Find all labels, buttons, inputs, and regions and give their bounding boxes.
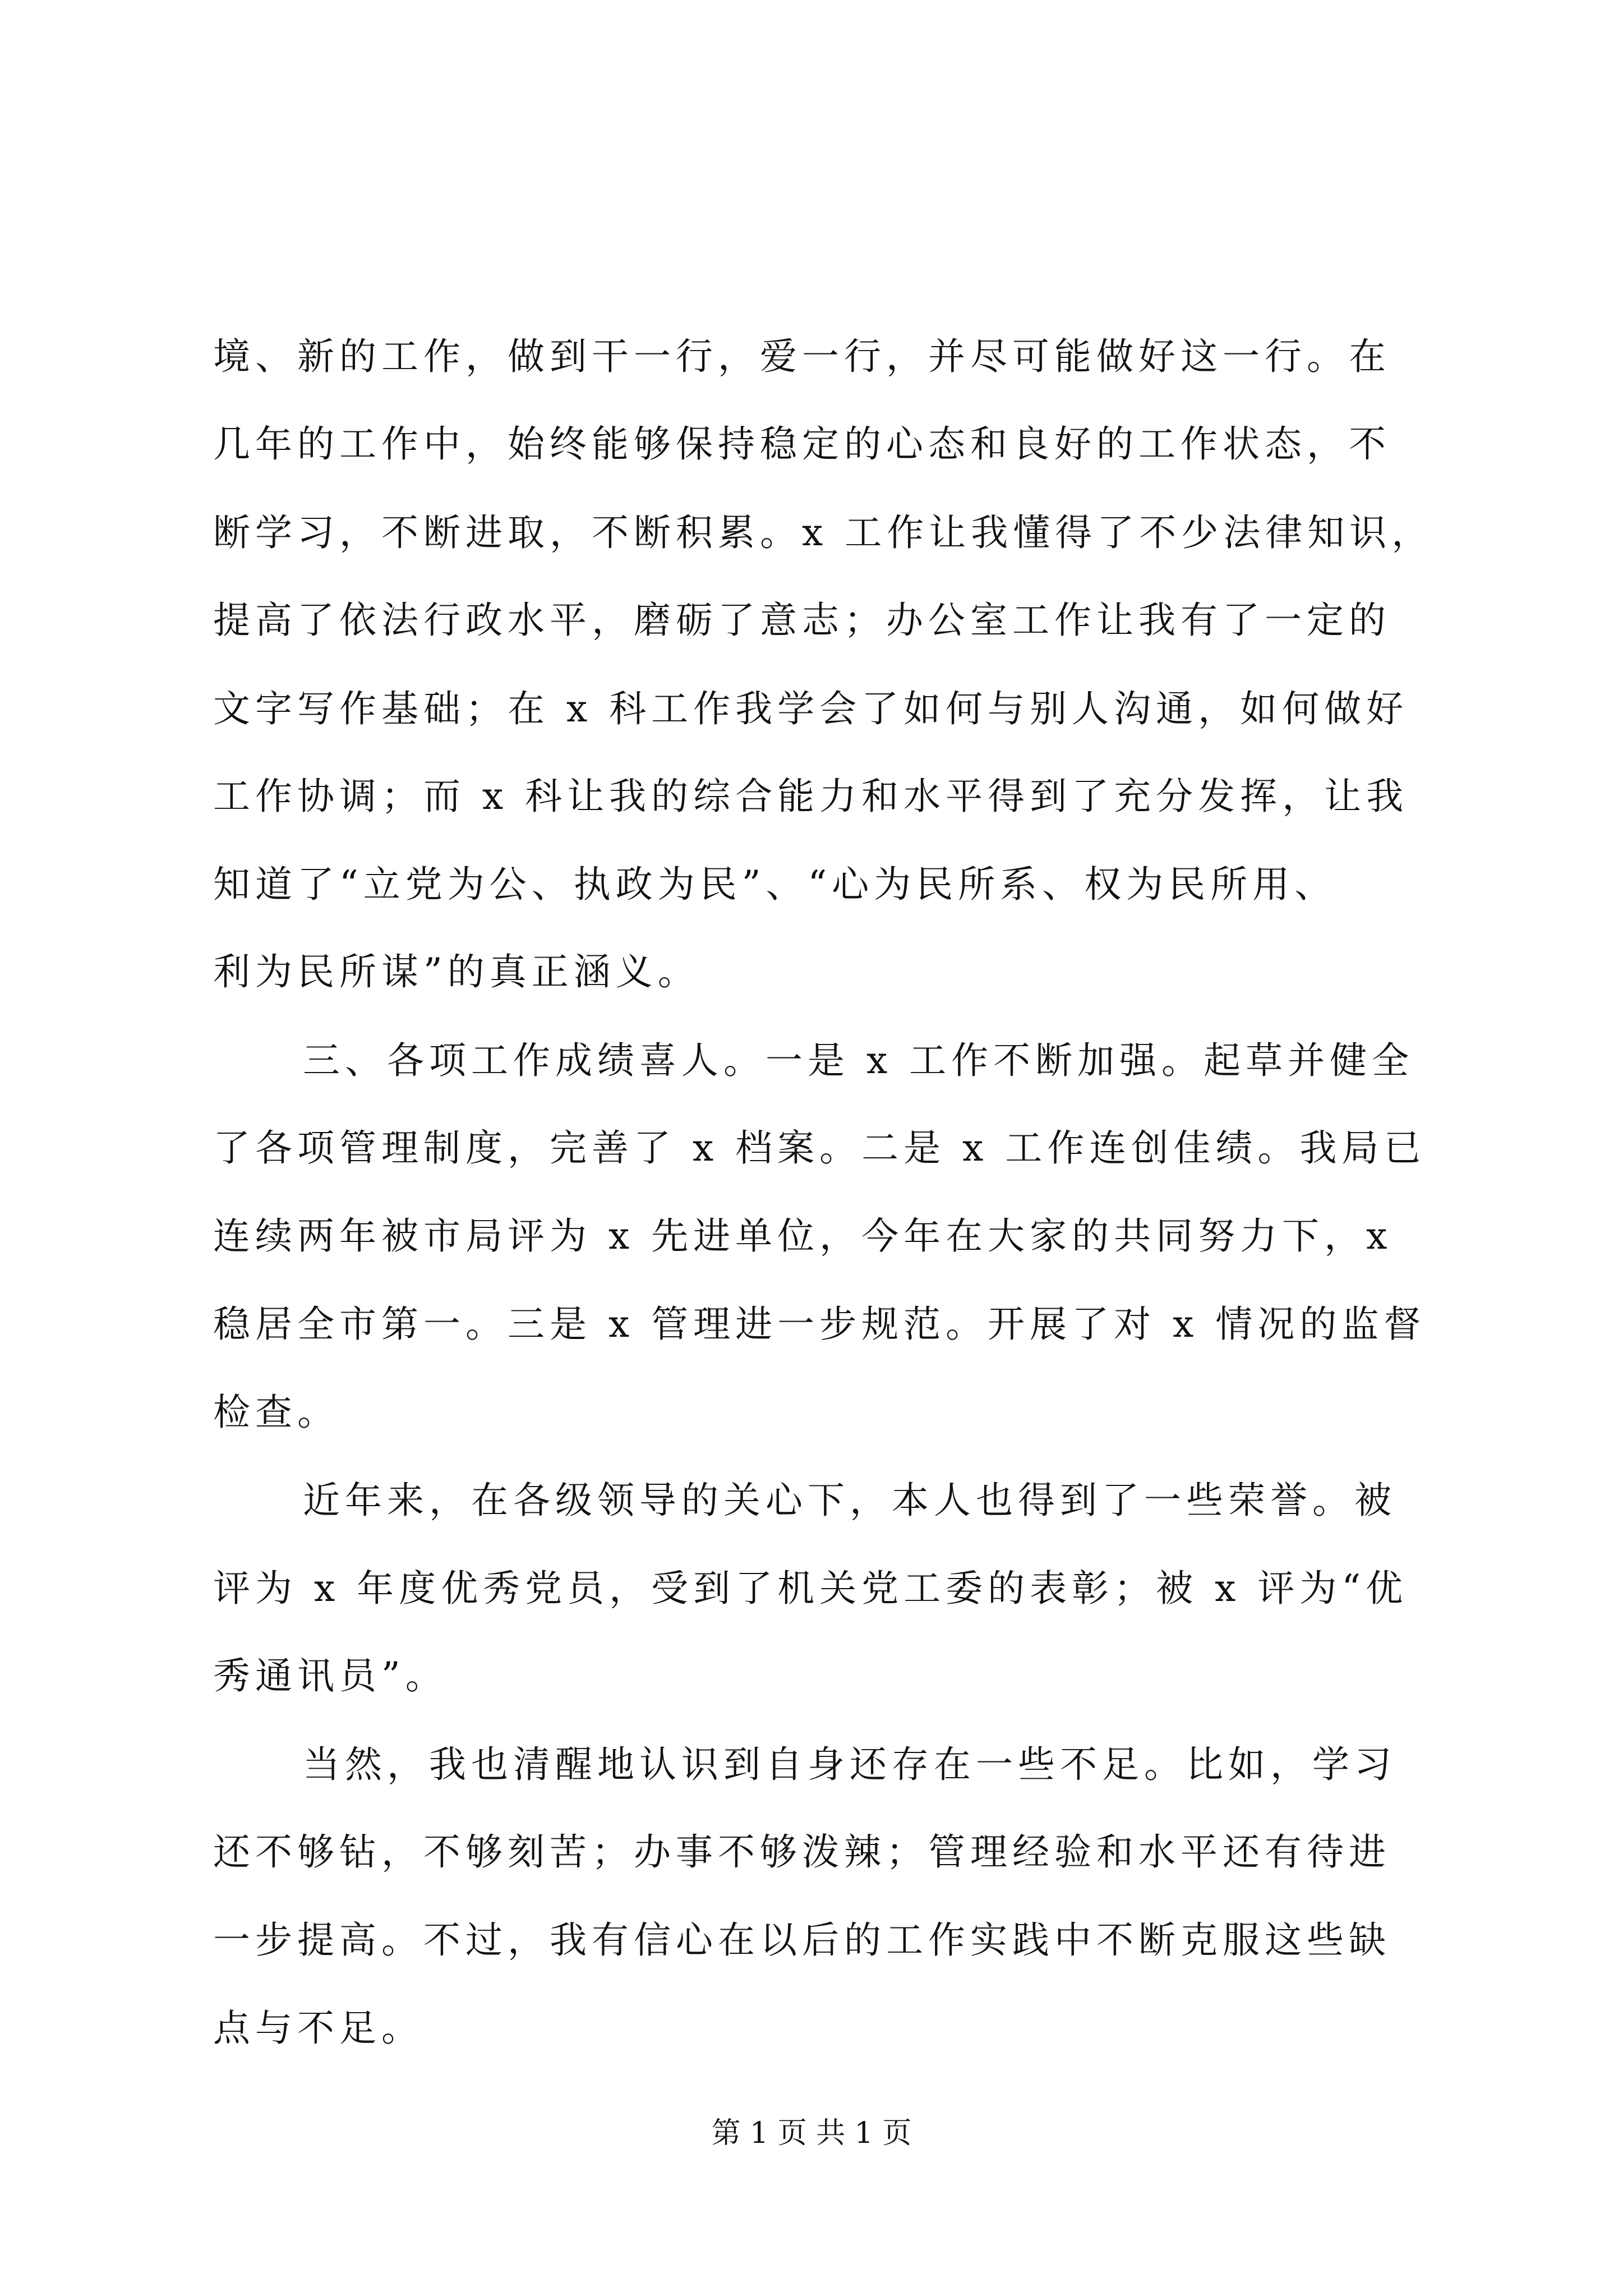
text-line: 文字写作基础；在 x 科工作我学会了如何与别人沟通，如何做好 [213,687,1409,730]
text-line: 点与不足。 [213,2007,423,2050]
paragraph-first-line: 近年来，在各级领导的关心下，本人也得到了一些荣誉。被 [303,1479,1396,1522]
text-line: 检查。 [213,1391,339,1434]
page-footer: 第 1 页 共 1 页 [711,2116,912,2150]
text-line: 连续两年被市局评为 x 先进单位，今年在大家的共同努力下，x [213,1214,1393,1258]
paragraph-first-line: 三、各项工作成绩喜人。一是 x 工作不断加强。起草并健全 [303,1039,1414,1082]
text-line: 利为民所谋”的真正涵义。 [213,950,700,993]
text-line: 评为 x 年度优秀党员，受到了机关党工委的表彰；被 x 评为“优 [213,1567,1408,1610]
text-line: 知道了“立党为公、执政为民”、“心为民所系、权为民所用、 [213,863,1337,906]
text-line: 了各项管理制度，完善了 x 档案。二是 x 工作连创佳绩。我局已 [213,1126,1426,1170]
text-line: 一步提高。不过，我有信心在以后的工作实践中不断克服这些缺 [213,1918,1391,1962]
text-line: 提高了依法行政水平，磨砺了意志；办公室工作让我有了一定的 [213,599,1391,642]
text-line: 几年的工作中，始终能够保持稳定的心态和良好的工作状态，不 [213,422,1391,466]
text-line: 秀通讯员”。 [213,1654,448,1697]
text-line: 稳居全市第一。三是 x 管理进一步规范。开展了对 x 情况的监督 [213,1303,1426,1346]
text-line: 工作协调；而 x 科让我的综合能力和水平得到了充分发挥，让我 [213,775,1409,818]
text-line: 还不够钻，不够刻苦；办事不够泼辣；管理经验和水平还有待进 [213,1830,1391,1874]
paragraph-first-line: 当然，我也清醒地认识到自身还存在一些不足。比如，学习 [303,1743,1396,1786]
text-line: 断学习，不断进取，不断积累。x 工作让我懂得了不少法律知识， [213,511,1434,554]
text-line: 境、新的工作，做到干一行，爱一行，并尽可能做好这一行。在 [213,335,1391,378]
